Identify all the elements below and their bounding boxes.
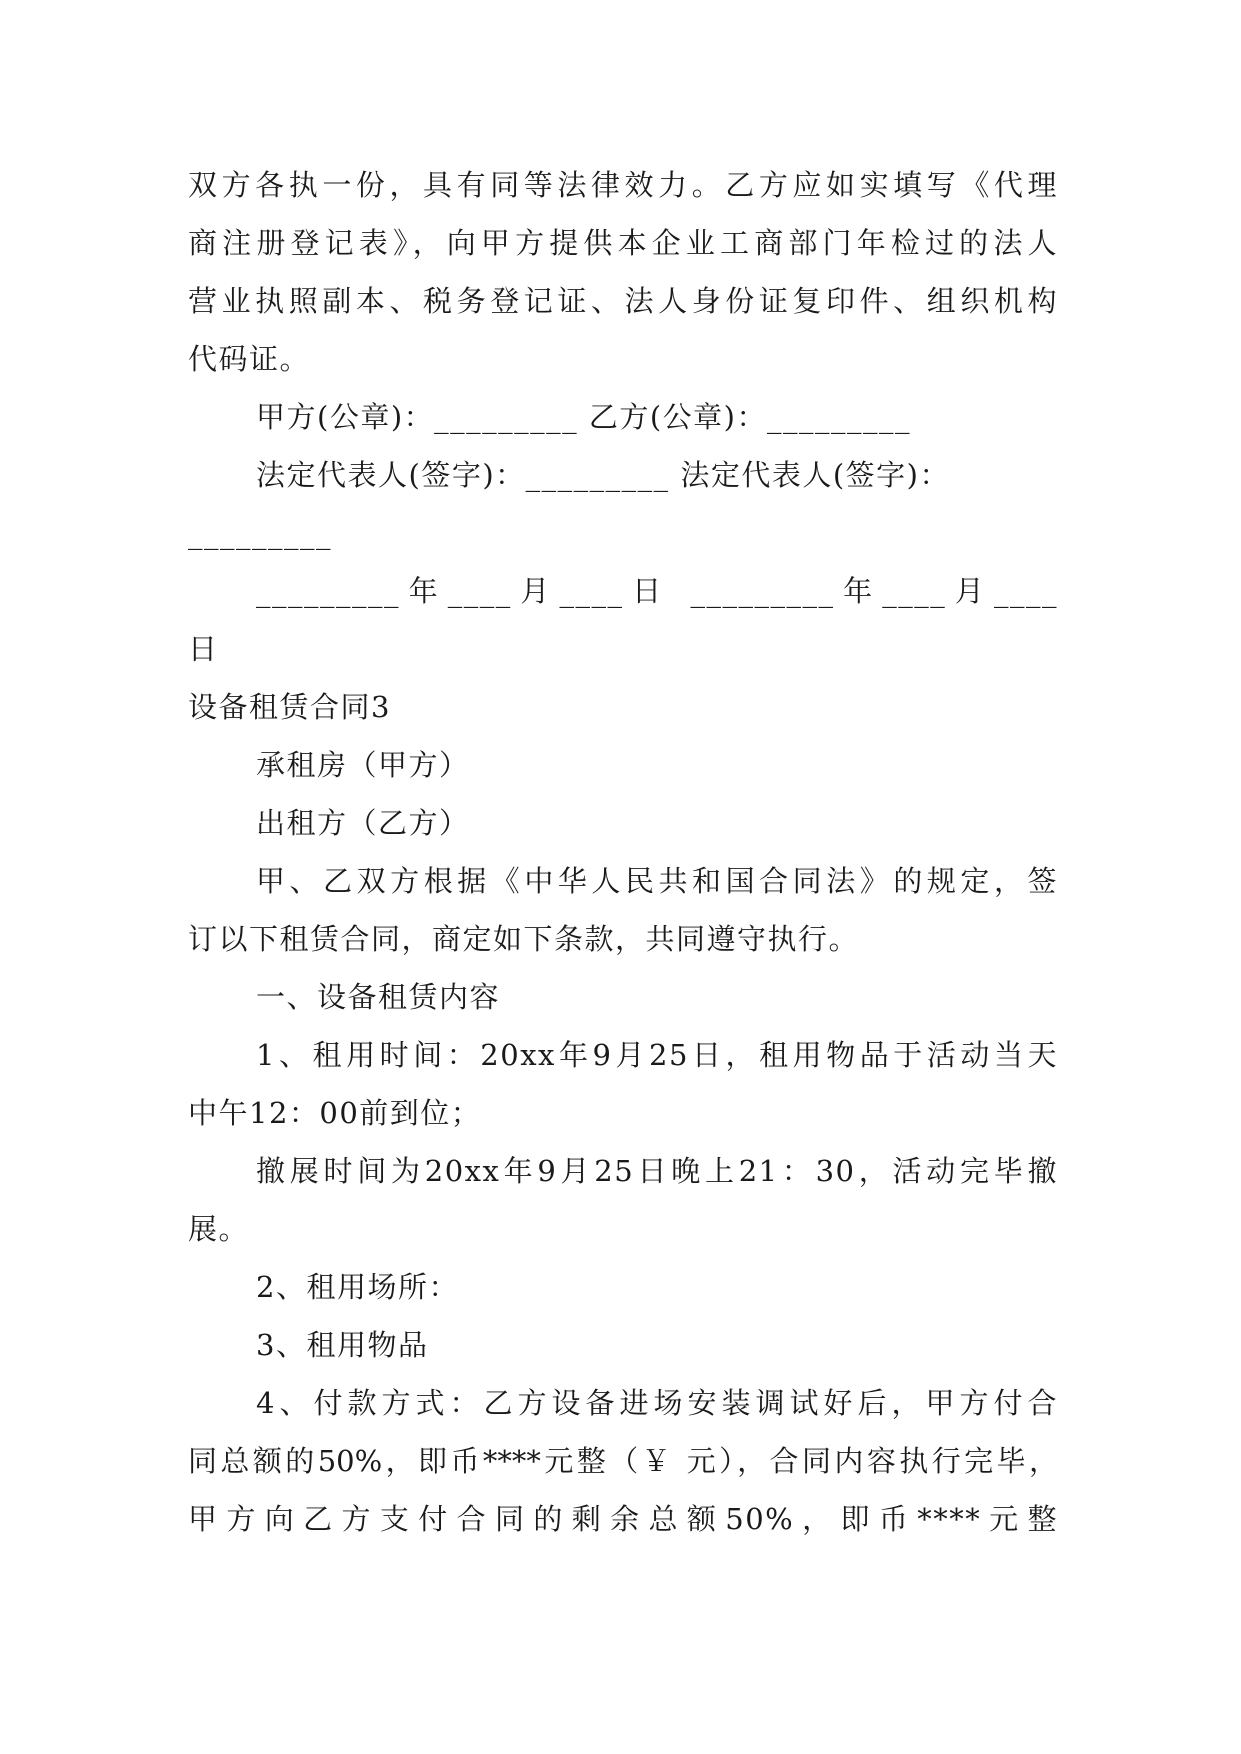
text-line: 撤展时间为20xx年9月25日晚上21：30，活动完毕撤 [256,1154,1058,1188]
text-line: 甲、乙双方根据《中华人民共和国合同法》的规定，签 [256,864,1058,898]
text-line: 营业执照副本、税务登记证、法人身份证复印件、组织机构 [188,284,1058,318]
signature-blank: _________ [188,516,332,550]
text-line: 日 [188,632,219,666]
text-line: 商注册登记表》，向甲方提供本企业工商部门年检过的法人 [188,226,1058,260]
clause-item: 2、租用场所： [256,1270,459,1304]
text-line: 代码证。 [188,342,311,376]
party-b-label: 出租方（乙方） [256,806,470,840]
clause-item: 3、租用物品 [256,1328,429,1362]
date-line: _________年____月____日 _________年____月____ [256,574,1058,608]
section-title: 设备租赁合同3 [188,690,391,724]
text-line: 展。 [188,1212,250,1246]
text-line: 订以下租赁合同，商定如下条款，共同遵守执行。 [188,922,860,956]
signature-line-representative: 法定代表人(签字)：_________ 法定代表人(签字)： [256,458,950,492]
text-line: 中午12：00前到位； [188,1096,482,1130]
text-line: 同总额的50%，即币****元整（￥ 元），合同内容执行完毕， [188,1444,1058,1478]
text-line: 双方各执一份，具有同等法律效力。乙方应如实填写《代理 [188,168,1058,202]
signature-line-seal: 甲方(公章)：_________ 乙方(公章)：_________ [256,400,911,434]
party-a-label: 承租房（甲方） [256,748,470,782]
text-line: 甲方向乙方支付合同的剩余总额50%，即币****元整 [188,1502,1058,1536]
clause-heading: 一、设备租赁内容 [256,980,501,1014]
clause-item: 4、付款方式：乙方设备进场安装调试好后，甲方付合 [256,1386,1058,1420]
clause-item: 1、租用时间：20xx年9月25日，租用物品于活动当天 [256,1038,1058,1072]
